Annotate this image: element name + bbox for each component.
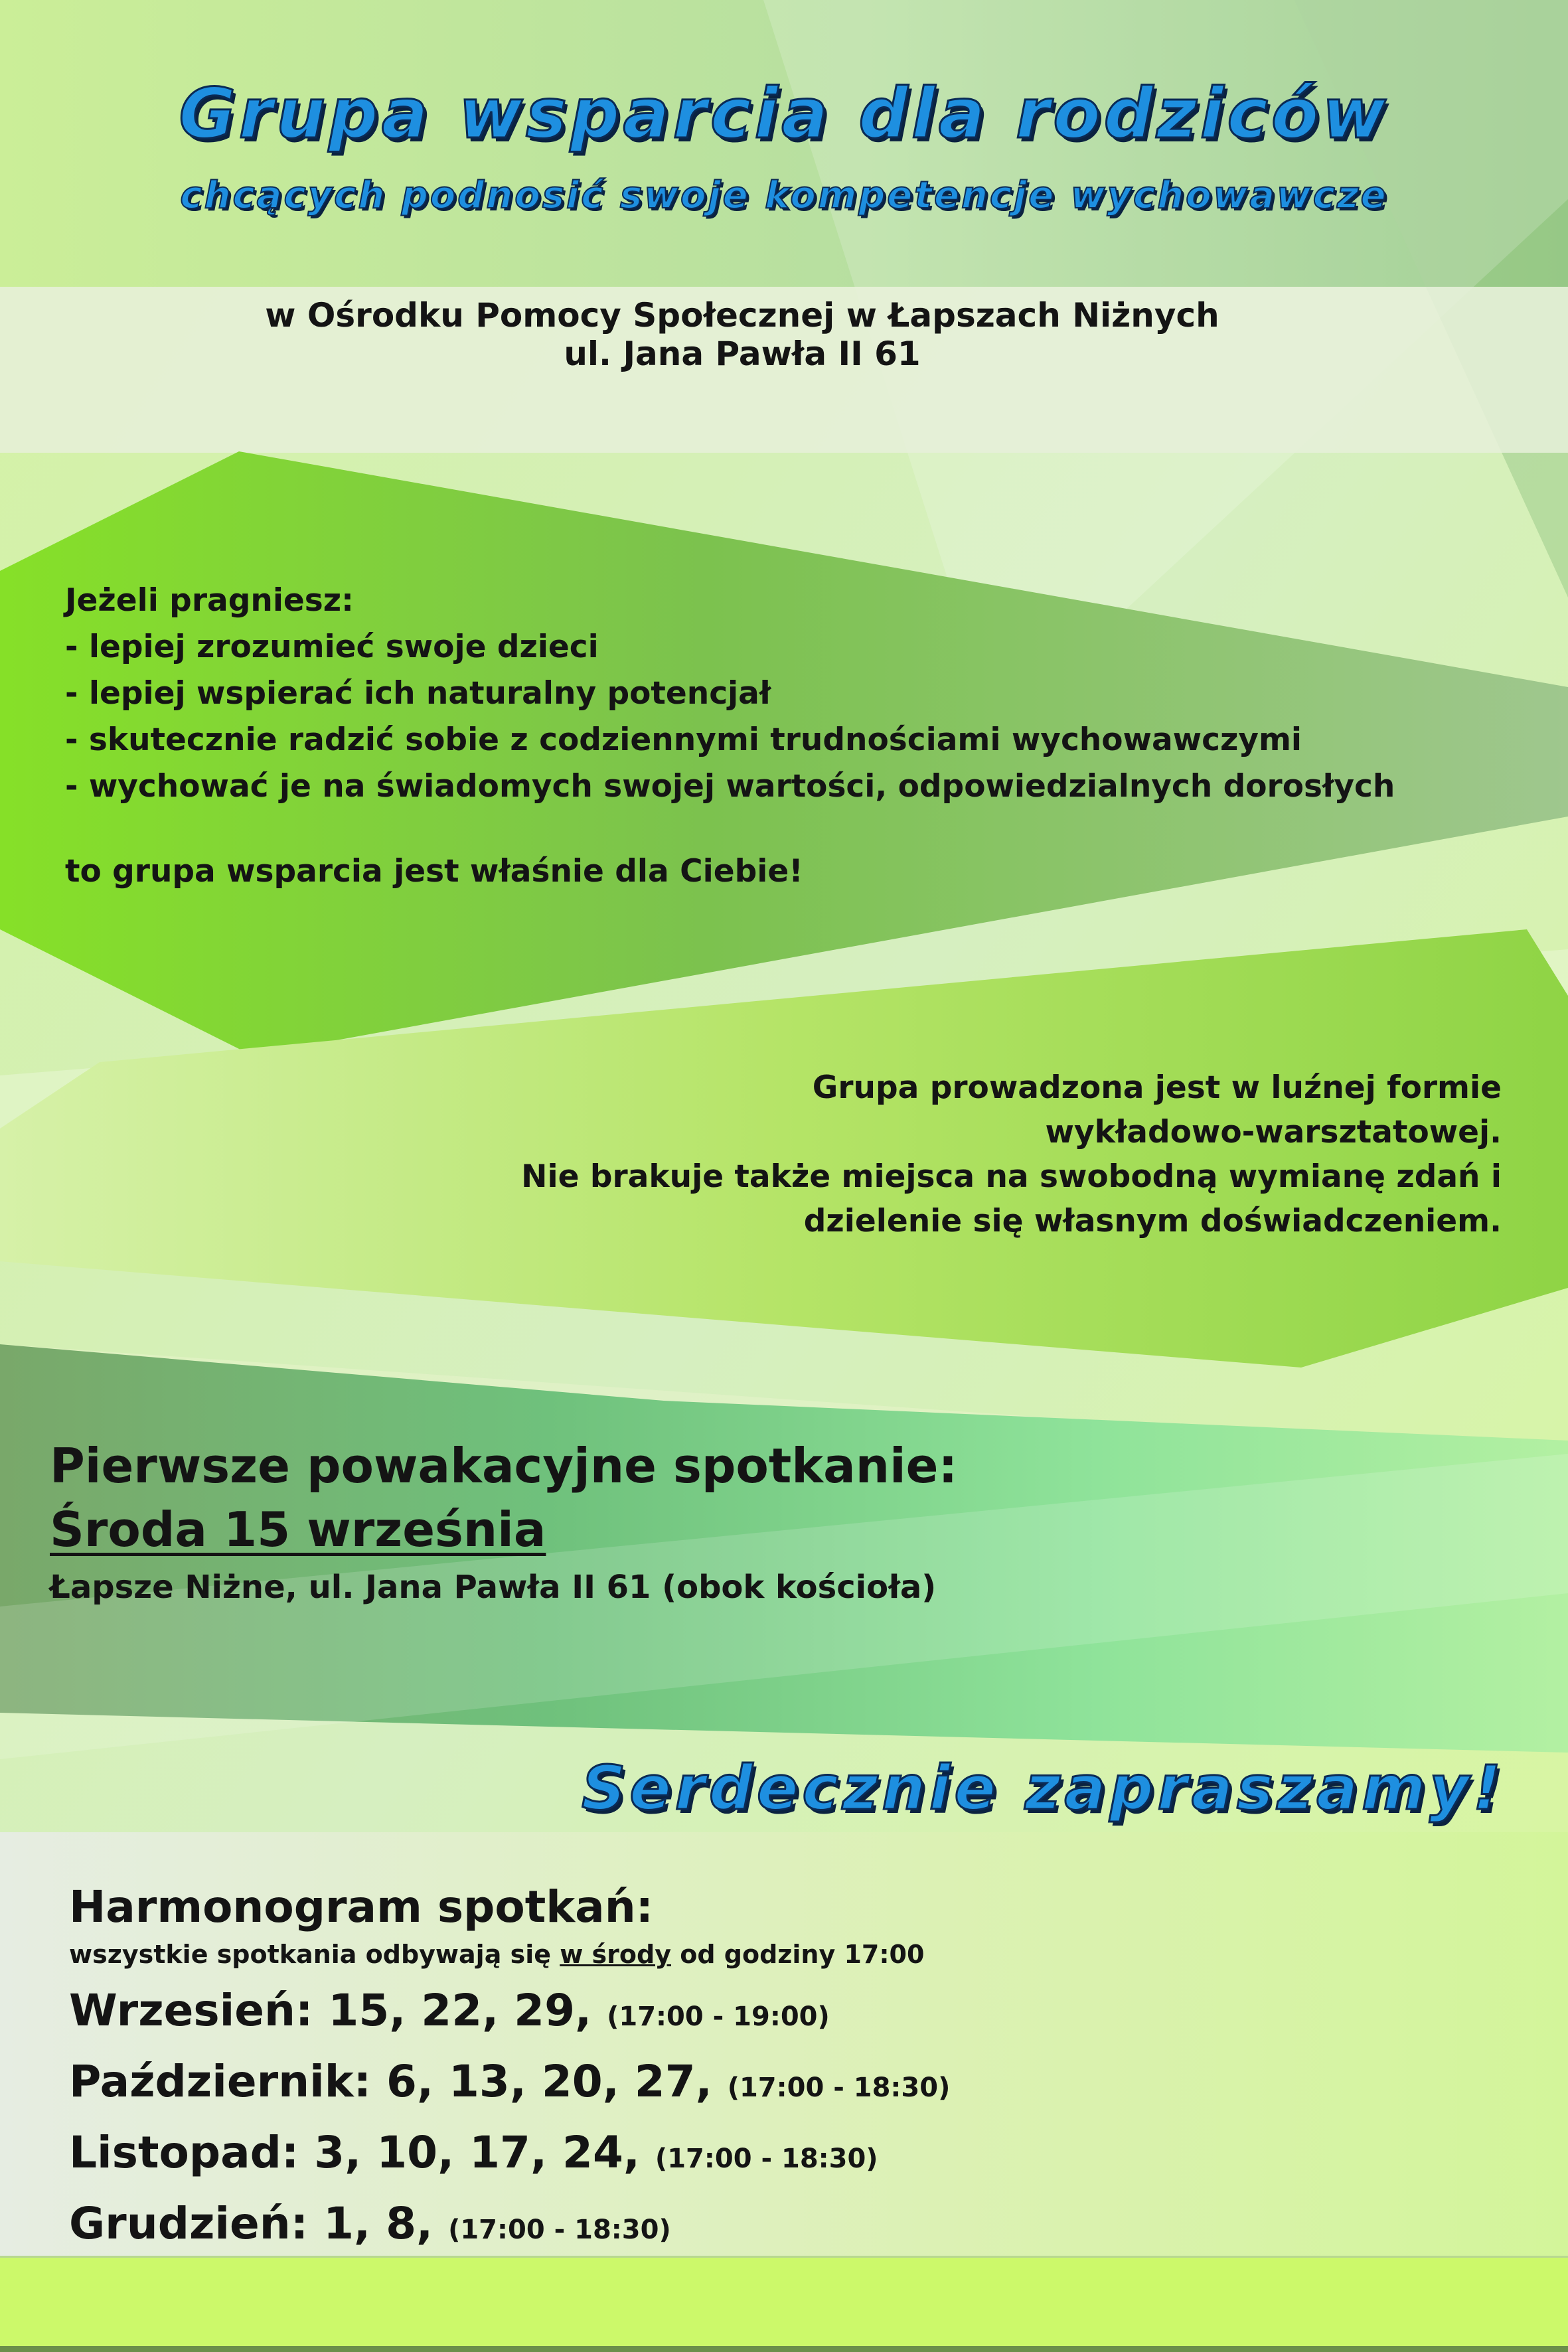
schedule-month-dates: Listopad: 3, 10, 17, 24,	[69, 2127, 640, 2178]
schedule-time: (17:00 - 18:30)	[727, 2073, 951, 2103]
location-address	[0, 296, 1484, 373]
intro-spacer	[65, 810, 1395, 848]
schedule-row	[69, 2120, 950, 2191]
schedule-row	[69, 2191, 950, 2262]
schedule-month-dates: Wrzesień: 15, 22, 29,	[69, 1985, 592, 2036]
schedule-row	[69, 2049, 950, 2120]
schedule-time: (17:00 - 19:00)	[607, 2001, 830, 2032]
schedule-note-start: wszystkie spotkania odbywają się	[69, 1940, 560, 1969]
location-line-1: w Ośrodku Pomocy Społecznej w Łapszach Niżnych	[265, 296, 1219, 335]
intro-item: - wychować je na świadomych swojej wartości, odpowiedzialnych dorosłych	[65, 768, 1395, 805]
intro-section	[65, 578, 1395, 895]
intro-item: - skutecznie radzić sobie z codziennymi trudnościami wychowawczymi	[65, 722, 1302, 758]
intro-lead: Jeżeli pragniesz:	[65, 582, 354, 619]
schedule-time: (17:00 - 18:30)	[448, 2215, 671, 2245]
format-line: Nie brakuje także miejsca na swobodną wymianę zdań i	[521, 1158, 1502, 1195]
format-description	[521, 1065, 1502, 1243]
schedule-note-underlined: w środy	[560, 1940, 671, 1969]
schedule-section	[69, 1879, 950, 2262]
schedule-row	[69, 1978, 950, 2049]
schedule-note	[69, 1936, 950, 1973]
schedule-time: (17:00 - 18:30)	[655, 2144, 878, 2174]
first-meeting-place: Łapsze Niżne, ul. Jana Pawła II 61 (obok kościoła)	[50, 1569, 937, 1606]
first-meeting-heading: Pierwsze powakacyjne spotkanie:	[50, 1438, 958, 1494]
format-line: wykładowo-warsztatowej.	[1045, 1114, 1502, 1150]
location-line-2: ul. Jana Pawła II 61	[564, 335, 921, 373]
schedule-month-dates: Październik: 6, 13, 20, 27,	[69, 2056, 712, 2107]
first-meeting-section	[50, 1434, 957, 1609]
intro-item: - lepiej zrozumieć swoje dzieci	[65, 629, 599, 665]
first-meeting-date: Środa 15 września	[50, 1502, 546, 1557]
intro-conclusion: to grupa wsparcia jest właśnie dla Ciebie!	[65, 853, 803, 890]
intro-item: - lepiej wspierać ich naturalny potencjał	[65, 675, 771, 712]
schedule-heading: Harmonogram spotkań:	[69, 1881, 654, 1932]
format-line: dzielenie się własnym doświadczeniem.	[803, 1203, 1502, 1239]
format-line: Grupa prowadzona jest w luźnej formie	[812, 1069, 1502, 1106]
schedule-month-dates: Grudzień: 1, 8,	[69, 2198, 433, 2249]
schedule-note-end: od godziny 17:00	[671, 1940, 925, 1969]
page-subtitle: chcących podnosić swoje kompetencje wychowawcze	[180, 174, 1388, 217]
closing-invitation: Serdecznie zapraszamy!	[582, 1753, 1505, 1824]
page-title: Grupa wsparcia dla rodziców	[179, 73, 1389, 154]
